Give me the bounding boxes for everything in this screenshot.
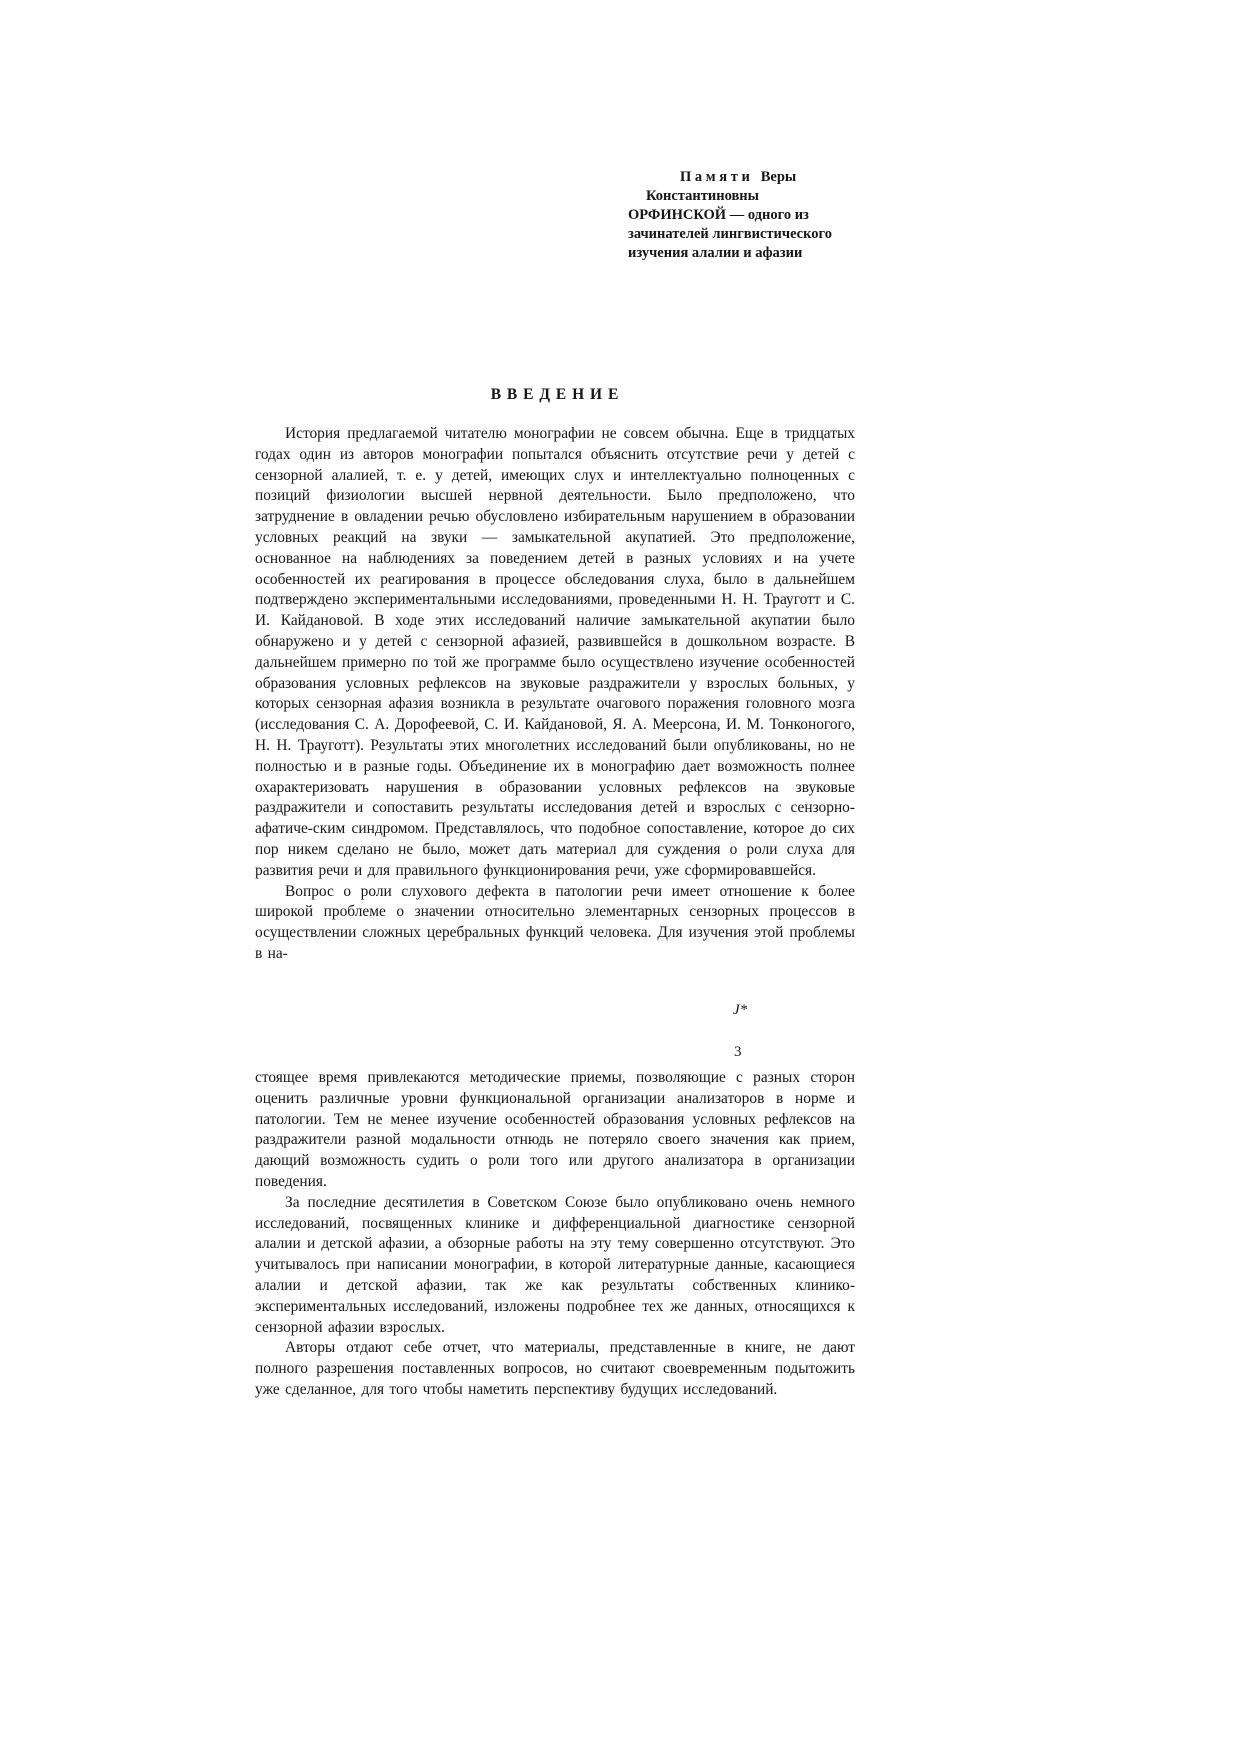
paragraph: Вопрос о роли слухового дефекта в патологии речи имеет отношение к более широкой проблеме о значении относительно элементарных сензорных процессов в осуществлении сложных церебральных функций человека. Для изучения этой проблемы в на-: [255, 882, 855, 962]
continuation-text-block: [255, 1068, 855, 1401]
paragraph: История предлагаемой читателю монографии не совсем обычна. Еще в тридцатых годах один из авторов монографии попытался объяснить отсутствие речи у детей с сензорной алалией, т. е. у детей, имеющих слух и интеллектуально полноценных с позиций физиологии высшей нервной деятельности. Было предположено, что затруднение в овладении речью обусловлено избирательным нарушением в образовании условных реакций на звуки — замыкательной акупатией. Это предположение, основанное на наблюдениях за поведением детей в разных условиях и на учете особенностей их реагирования в процессе обследования слуха, было в дальнейшем подтверждено экспериментальными исследованиями, проведенными Н. Н. Трауготт и С. И. Кайдановой. В ходе этих исследований наличие замыкательной акупатии было обнаружено и у детей с сензорной афазией, развившейся в дошкольном возрасте. В дальнейшем примерно по той же программе было осуществлено изучение особенностей образования условных рефлексов на звуковые раздражители у взрослых больных, у которых сензорная афазия возникла в результате очагового поражения головного мозга (исследования С. А. Дорофеевой, С. И. Кайдановой, Я. А. Меерсона, И. М. Тонконогого, Н. Н. Трауготт). Результаты этих многолетних исследований были опубликованы, но не полностью и в разные годы. Объединение их в монографию дает возможность полнее охарактеризовать нарушения в образовании условных рефлексов на звуковые раздражители и сопоставить результаты исследования детей и взрослых с сензорно-афатиче-ским синдромом. Представлялось, что подобное сопоставление, которое до сих пор никем сделано не было, может дать материал для суждения о роли слуха для развития речи и для правильного функционирования речи, уже сформировавшейся.: [255, 425, 855, 879]
dedication-line: изучения алалии и афазии: [628, 245, 803, 261]
signature-mark: J*: [733, 1002, 748, 1018]
dedication-line: Константиновны: [646, 188, 759, 204]
paragraph: За последние десятилетия в Советском Союзе было опубликовано очень немного исследований, посвященных клинике и дифференциальной диагностике сензорной алалии и детской афазии, а обзорные работы на эту тему совершенно отсутствуют. Это учитывалось при написании монографии, в которой литературные данные, касающиеся алалии и детской афазии, так же как результаты собственных клинико-экспериментальных исследований, изложены подробнее тех же данных, относящихся к сензорной афазии взрослых.: [255, 1193, 855, 1336]
dedication-line: П а м я т и Веры: [680, 169, 797, 185]
chapter-heading: В В Е Д Е Н И Е: [490, 386, 620, 403]
page-number: 3: [734, 1044, 742, 1060]
paragraph: Авторы отдают себе отчет, что материалы, представленные в книге, не дают полного разрешения поставленных вопросов, но считают своевременным подытожить уже сделанное, для того чтобы наметить перспективу будущих исследований.: [255, 1339, 855, 1398]
intro-text-block: [255, 424, 855, 965]
dedication-block: [628, 168, 868, 263]
dedication-line: ОРФИНСКОЙ — одного из: [628, 207, 809, 223]
paragraph: стоящее время привлекаются методические приемы, позволяющие с разных сторон оценить различные уровни функциональной организации анализаторов в норме и патологии. Тем не менее изучение особенностей образования условных рефлексов на раздражители разной модальности отнюдь не потеряло своего значения как прием, дающий возможность судить о роли того или другого анализатора в организации поведения.: [255, 1069, 855, 1190]
dedication-line: зачинателей лингвистического: [628, 226, 833, 242]
